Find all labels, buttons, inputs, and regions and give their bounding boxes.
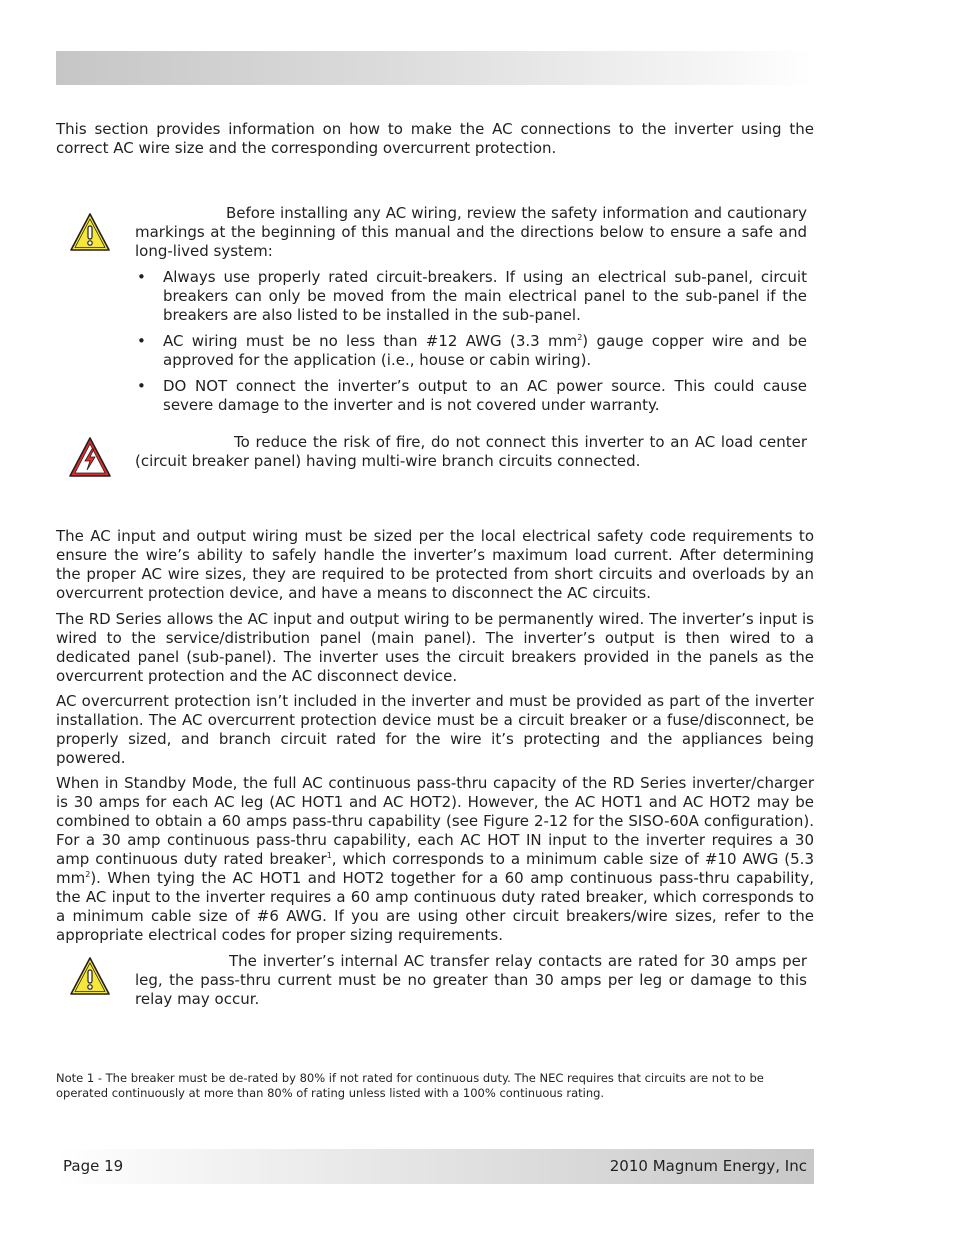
overcurrent-paragraph: AC overcurrent protection isn’t included in the inverter and must be provided as part of the inverter installation. The AC overcurrent protection device must be a circuit breaker or a fuse/disconnect, be properly sized, and branch circuit rated for the wire it’s protecting and the appliances being powered.	[56, 692, 814, 767]
header-bar	[56, 51, 814, 85]
electrical-warning-icon	[68, 436, 112, 478]
rd-series-paragraph: The RD Series allows the AC input and output wiring to be permanently wired. The inverter’s input is wired to the service/distribution panel (main panel). The inverter’s output is then wired to a dedicated panel (sub-panel). The inverter uses the circuit breakers provided in the panels as the overcurrent protection and the AC disconnect device.	[56, 610, 814, 685]
standby-mode-paragraph: When in Standby Mode, the full AC continuous pass-thru capacity of the RD Series inverter/charger is 30 amps for each AC leg (AC HOT1 and AC HOT2). However, the AC HOT1 and AC HOT2 may be combined to obtain a 60 amps pass-thru capability (see Figure 2-12 for the SISO-60A configuration). For a 30 amp continuous pass-thru capability, each AC HOT IN input to the inverter requires a 30 amp continuous duty rated breaker$^1$, which corresponds to a minimum cable size of #10 AWG (5.3 $mm^2$). When tying the AC HOT1 and HOT2 together for a 60 amp continuous pass-thru capability, the AC input to the inverter requires a 60 amp continuous duty rated breaker, which corresponds to a minimum cable size of #6 AWG. If you are using other circuit breakers/wire sizes, refer to the appropriate electrical codes for proper sizing requirements.	[56, 774, 814, 944]
bullet-item: • DO NOT connect the inverter’s output to an AC power source. This could cause severe damage to the inverter and is not covered under warranty.	[137, 377, 807, 414]
caution-icon	[69, 956, 111, 996]
relay-caution-text: The inverter’s internal AC transfer relay contacts are rated for 30 amps per leg, the pass-thru current must be no greater than 30 amps per leg or damage to this relay may occur.	[135, 952, 807, 1008]
warning-text: To reduce the risk of fire, do not connect this inverter to an AC load center (circuit breaker panel) having multi-wire branch circuits connected.	[135, 433, 807, 470]
footer-company: 2010 Magnum Energy, Inc	[609, 1157, 807, 1175]
intro-paragraph: This section provides information on how to make the AC connections to the inverter using the correct AC wire size and the corresponding overcurrent protection.	[56, 120, 814, 157]
page-number: Page 19	[63, 1157, 124, 1175]
bullet-item: • AC wiring must be no less than #12 AWG (3.3 $mm^2$) gauge copper wire and be approved for the application (i.e., house or cabin wiring).	[137, 332, 807, 369]
caution-icon	[69, 212, 111, 252]
footnote: Note 1 - The breaker must be de-rated by 80% if not rated for continuous duty. The NEC requires that circuits are not to be operated continuously at more than 80% of rating unless listed with a 100% continuous rating.	[56, 1071, 764, 1100]
wire-sizing-paragraph: The AC input and output wiring must be sized per the local electrical safety code requirements to ensure the wire’s ability to safely handle the inverter’s maximum load current. After determining the proper AC wire sizes, they are required to be protected from short circuits and overloads by an overcurrent protection device, and have a means to disconnect the AC circuits.	[56, 527, 814, 602]
bullet-item: • Always use properly rated circuit-breakers. If using an electrical sub-panel, circuit breakers can only be moved from the main electrical panel to the sub-panel if the breakers are also listed to be installed in the sub-panel.	[137, 268, 807, 324]
caution-bullet-list	[135, 268, 807, 415]
caution-text: Before installing any AC wiring, review the safety information and cautionary markings at the beginning of this manual and the directions below to ensure a safe and long-lived system:	[135, 204, 807, 260]
